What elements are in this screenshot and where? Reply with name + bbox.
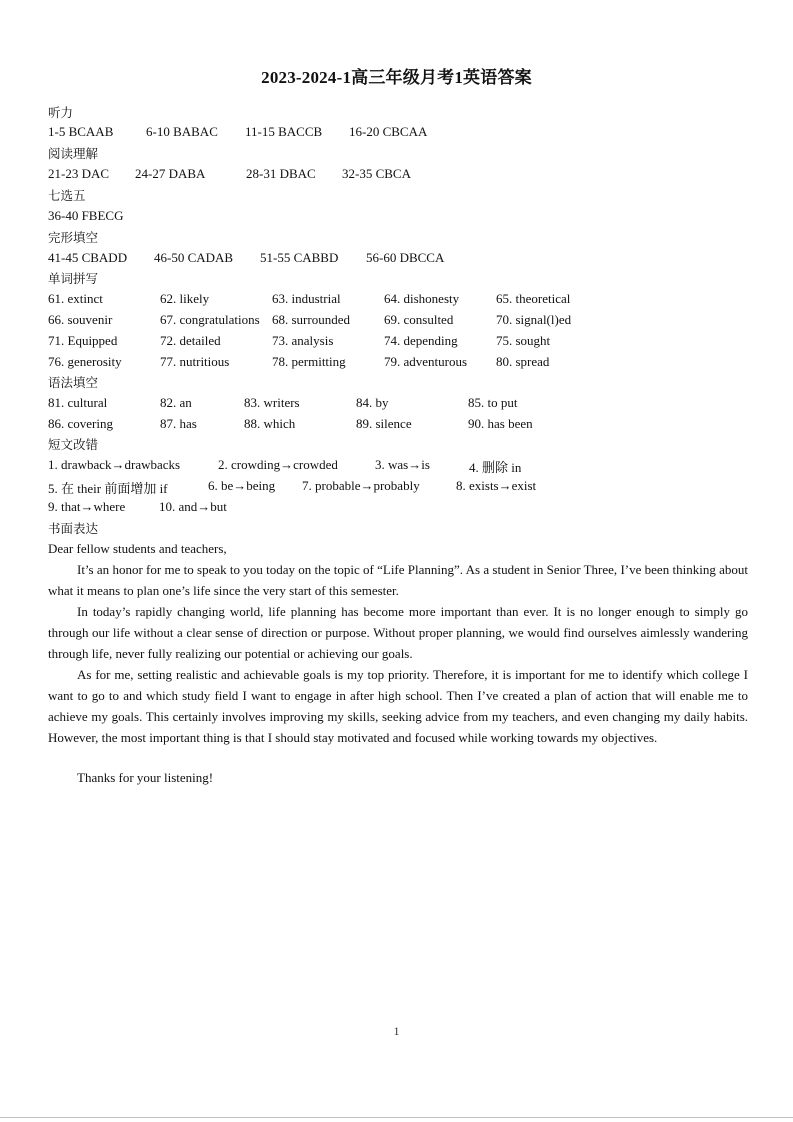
reading-answer-group: 32-35 CBCA	[342, 166, 411, 181]
spelling-answer: 77. nutritious	[160, 354, 230, 369]
spelling-answer: 67. congratulations	[160, 312, 260, 327]
spelling-answer: 68. surrounded	[272, 312, 350, 327]
section-label-spelling: 单词拼写	[48, 271, 99, 286]
spelling-answer: 61. extinct	[48, 291, 103, 306]
spelling-answer: 79. adventurous	[384, 354, 468, 369]
correction-answer: 7. probable→probably	[302, 478, 420, 493]
spelling-answer: 76. generosity	[48, 354, 122, 369]
grammar-answer: 82. an	[160, 395, 192, 410]
grammar-answer: 85. to put	[468, 395, 518, 410]
section-label-writing: 书面表达	[48, 521, 99, 536]
correction-answer: 5. 在 their 前面增加 if	[48, 481, 168, 496]
spelling-answer: 66. souvenir	[48, 312, 113, 327]
essay-paragraph: It’s an honor for me to speak to you today on the topic of “Life Planning”. As a student in Senior Three, I’ve been thinking about what it means to plan one’s life since the very start of this semester.	[48, 562, 748, 598]
cloze-answer-group: 51-55 CABBD	[260, 250, 339, 265]
listening-answer-group: 11-15 BACCB	[245, 124, 323, 139]
grammar-answer: 83. writers	[244, 395, 300, 410]
correction-answer: 1. drawback→drawbacks	[48, 457, 181, 472]
spelling-answer: 75. sought	[496, 333, 551, 348]
spelling-answer: 63. industrial	[272, 291, 341, 306]
section-label-correction: 短文改错	[48, 437, 99, 452]
spelling-answer: 71. Equipped	[48, 333, 118, 348]
correction-answer: 6. be→being	[208, 478, 276, 493]
grammar-answer: 89. silence	[356, 416, 412, 431]
section-label-reading: 阅读理解	[48, 146, 99, 161]
correction-answer: 8. exists→exist	[456, 478, 537, 493]
correction-answer: 9. that→where	[48, 499, 126, 514]
correction-answer: 2. crowding→crowded	[218, 457, 338, 472]
correction-answer: 10. and→but	[159, 499, 227, 514]
spelling-answer: 65. theoretical	[496, 291, 571, 306]
correction-answer: 3. was→is	[375, 457, 430, 472]
correction-answer: 4. 删除 in	[469, 460, 522, 475]
section-label-seven-choice: 七选五	[48, 188, 86, 203]
spelling-answer: 74. depending	[384, 333, 458, 348]
cloze-answer-group: 56-60 DBCCA	[366, 250, 445, 265]
reading-answer-group: 28-31 DBAC	[246, 166, 316, 181]
essay-closing: Thanks for your listening!	[77, 770, 214, 785]
spelling-answer: 80. spread	[496, 354, 550, 369]
listening-answer-group: 1-5 BCAAB	[48, 124, 114, 139]
section-label-grammar: 语法填空	[48, 375, 99, 390]
document-title: 2023-2024-1高三年级月考1英语答案	[261, 68, 532, 87]
essay-paragraph: In today’s rapidly changing world, life planning has become more important than ever. It is no longer enough to simply go through our life without a clear sense of direction or purpose. Without proper planning, we would find ourselves aimlessly wandering through life, never fully realizing our potential or achieving our goals.	[48, 604, 748, 661]
spelling-answer: 70. signal(l)ed	[496, 312, 572, 327]
essay-greeting: Dear fellow students and teachers,	[48, 541, 227, 556]
grammar-answer: 90. has been	[468, 416, 533, 431]
listening-answer-group: 16-20 CBCAA	[349, 124, 428, 139]
spelling-answer: 73. analysis	[272, 333, 334, 348]
page-bottom-divider	[0, 1117, 793, 1118]
grammar-answer: 81. cultural	[48, 395, 108, 410]
spelling-answer: 78. permitting	[272, 354, 346, 369]
grammar-answer: 88. which	[244, 416, 296, 431]
spelling-answer: 72. detailed	[160, 333, 221, 348]
section-label-cloze: 完形填空	[48, 230, 99, 245]
reading-answer-group: 21-23 DAC	[48, 166, 110, 181]
spelling-answer: 64. dishonesty	[384, 291, 460, 306]
essay-paragraph: As for me, setting realistic and achievable goals is my top priority. Therefore, it is important for me to identify which college I want to go to and which study field I want to engage in after high school. Then I’ve created a plan of action that will enable me to achieve my goals. This certainly involves improving my skills, seeking advice from my teachers, and even changing my daily habits. However, the most important thing is that I should stay motivated and focused while working towards my objectives.	[48, 667, 748, 745]
section-label-listening: 听力	[48, 105, 74, 120]
grammar-answer: 86. covering	[48, 416, 113, 431]
seven-choice-answer-group: 36-40 FBECG	[48, 208, 124, 223]
cloze-answer-group: 46-50 CADAB	[154, 250, 234, 265]
spelling-answer: 62. likely	[160, 291, 210, 306]
page-number: 1	[393, 1024, 400, 1038]
grammar-answer: 84. by	[356, 395, 389, 410]
cloze-answer-group: 41-45 CBADD	[48, 250, 128, 265]
spelling-answer: 69. consulted	[384, 312, 454, 327]
listening-answer-group: 6-10 BABAC	[146, 124, 218, 139]
reading-answer-group: 24-27 DABA	[135, 166, 206, 181]
grammar-answer: 87. has	[160, 416, 197, 431]
